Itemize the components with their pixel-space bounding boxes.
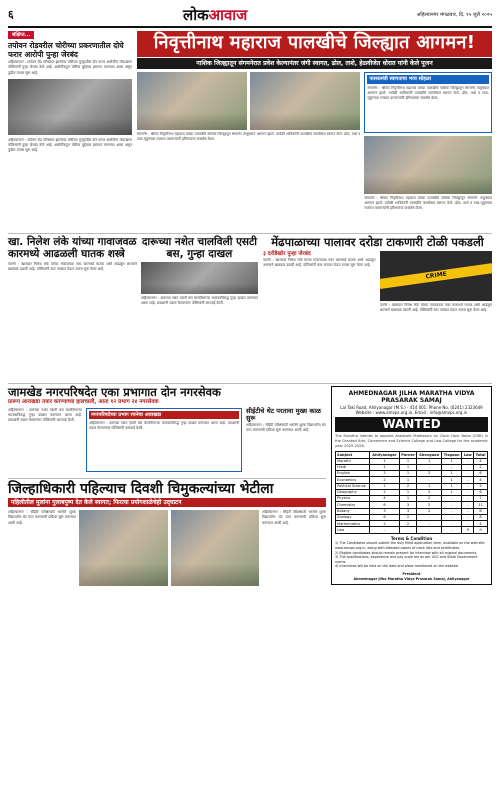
ad-table-row: Zoology 6 2 - - - 8 bbox=[336, 514, 488, 520]
story5-box-title: नगरपरिषदेच्या प्रभाग रचनेचा आराखडा bbox=[89, 411, 239, 419]
ad-wanted: WANTED bbox=[335, 417, 488, 432]
ad-table-row: Economics 2 1 - 1 - 4 bbox=[336, 477, 488, 483]
ad-table-row: Chemistry 6 3 2 - - 11 bbox=[336, 502, 488, 508]
story2-body: पारनेर : खासदार निलेश लंके यांच्या गावाजवळ एका कारमध्ये घातक शस्त्रे आढळून आल्याने खळबळ उडाली आहे. पोलिसांनी कार ताब्यात घेऊन तपास सुरू केला आहे. bbox=[8, 261, 137, 271]
brief-body-extra: अहिल्यानगर : तपोवन रोड परिसरात झालेल्या चोरीच्या गुन्ह्यातील दोन फरार आरोपींना तोफखाना पोलिसांनी पुन्हा जेरबंद केले आहे. आरोपींकडून चोरीचा मुद्देमाल हस्तगत करण्यात आला असून पुढील तपास सुरू आहे. bbox=[8, 137, 132, 153]
date-line: अहिल्यानगर मंगळवार, दि. १५ जुलै २०२५ bbox=[416, 11, 492, 18]
ad-table-header: Ahilyanagar bbox=[370, 452, 399, 458]
story4-sub: ३ दरोडेखोर पुन्हा जेरबंद bbox=[263, 250, 311, 257]
ad-table bbox=[335, 451, 488, 533]
story3-body: अहिल्यानगर : दारूच्या नशेत एसटी बस चालविणाऱ्या चालकाविरुद्ध गुन्हा दाखल करण्यात आला आहे. प्रवाशांनी तक्रार केल्यानंतर पोलिसांनी कारवाई केली. bbox=[140, 295, 258, 305]
main-photo-3 bbox=[364, 136, 492, 194]
ad-term-item: 3) The qualifications, experience and pay scale are as per UGC and State Government norms. bbox=[335, 555, 478, 564]
lower-band bbox=[8, 383, 492, 587]
ad-table-header: Tisgaon bbox=[442, 452, 462, 458]
story6-body: अहिल्यानगर : सीईटी परीक्षेसाठी भरलेले शुल्क विद्यार्थ्यांना थेट परत करण्याची प्रक्रिया सुरू करण्यात आली आहे. bbox=[246, 422, 326, 432]
ad-table-row: Physics 4 1 2 - - 7 bbox=[336, 496, 488, 502]
ad-table-row: Law - - - - 9 9 bbox=[336, 527, 488, 533]
ad-address: Lal Taki Road, Ahilyanagar (M.S.) - 414 001. Phone No. (0241) 2323649 bbox=[340, 404, 483, 410]
main-body: संगमनेर : श्रीसंत निवृत्तीनाथ महाराज यांच्या पालखीचे नाशिक जिल्ह्यातून संगमनेर तालुक्यात आगमन झाले. यावेळी भाविकांनी पालखीचे जल्लोषात स्वागत केले. ढोल, ताशे व टाळ-मृदुंगाच्या गजरात वारकऱ्यांनी हरिनामाचा जयघोष केला. bbox=[137, 132, 361, 142]
side-box-title: पालकमंत्री स्वागताचा भव्य सोहळा bbox=[367, 75, 489, 83]
main-photo-2 bbox=[250, 72, 360, 130]
main-subheadline: नाशिक जिल्ह्यातून संगमनेरात प्रवेश केल्यानंतर जंगी स्वागत, ढोल, ताशे, हेळ्वीजेत धोरात यांनी केले पूजन bbox=[137, 58, 492, 70]
ad-table-row: Political Science 1 2 1 1 - 5 bbox=[336, 483, 488, 489]
ad-table-row: Geography 2 1 2 1 - 6 bbox=[336, 489, 488, 495]
story6-headline: सीईटीचे थेट परतावा मुख्य काळ सुरू bbox=[246, 406, 321, 423]
ad-table-header: Parner bbox=[399, 452, 417, 458]
brief-photo bbox=[8, 79, 132, 135]
bottom-photo-1 bbox=[79, 510, 168, 586]
ad-website: Website : www.amvps.org.in, Email : info@amvps.org.in bbox=[355, 409, 468, 415]
ad-term-item: 2) Eligible candidates should remain present for interview with all original documents. bbox=[335, 550, 478, 555]
story5-headline: जामखेड नगरपरिषदेत एका प्रभागात दोन नगरसेवक bbox=[8, 384, 221, 399]
bottom-subheadline: पहिलीतील मुलांना गुलाबपुष्प देत केले स्वागत; फिरत्या प्रयोगशाळेचेही उद्‌घाटन bbox=[8, 498, 326, 508]
masthead bbox=[8, 4, 492, 28]
main-body-2: संगमनेर : श्रीसंत निवृत्तीनाथ महाराज यांच्या पालखीचे नाशिक जिल्ह्यातून संगमनेर तालुक्यात आगमन झाले. यावेळी भाविकांनी पालखीचे जल्लोषात स्वागत केले. ढोल, ताशे व टाळ-मृदुंगाच्या गजरात वारकऱ्यांनी हरिनामाचा जयघोष केला. bbox=[364, 195, 492, 210]
story5-box-body: अहिल्यानगर : दारूच्या नशेत एसटी बस चालविणाऱ्या चालकाविरुद्ध गुन्हा दाखल करण्यात आला आहे. प्रवाशांनी तक्रार केल्यानंतर पोलिसांनी कारवाई केली. bbox=[89, 420, 239, 431]
ad-table-row: Mathematics 2 2 - - - 4 bbox=[336, 521, 488, 527]
ad-signatory-title: President bbox=[402, 571, 421, 576]
brief-badge: संक्षिप्त... bbox=[8, 31, 34, 39]
brief-body: अहिल्यानगर : तपोवन रोड परिसरात झालेल्या चोरीच्या गुन्ह्यातील दोन फरार आरोपींना तोफखाना पोलिसांनी पुन्हा जेरबंद केले आहे. आरोपींकडून चोरीचा मुद्देमाल हस्तगत करण्यात आला असून पुढील तपास सुरू आहे. bbox=[8, 60, 132, 75]
story3-headline: दारूच्या नशेत चालविली एसटी बस, गुन्हा दाखल bbox=[141, 235, 258, 260]
side-box-body: संगमनेर : श्रीसंत निवृत्तीनाथ महाराज यांच्या पालखीचे नाशिक जिल्ह्यातून संगमनेर तालुक्यात आगमन झाले. यावेळी भाविकांनी पालखीचे जल्लोषात स्वागत केले. ढोल, ताशे व टाळ-मृदुंगाच्या गजरात वारकऱ्यांनी हरिनामाचा जयघोष केला. bbox=[367, 85, 489, 100]
story5-box bbox=[86, 408, 242, 472]
bottom-body-2: अहिल्यानगर : सीईटी परीक्षेसाठी भरलेले शुल्क विद्यार्थ्यांना थेट परत करण्याची प्रक्रिया सुरू करण्यात आली आहे. bbox=[262, 510, 326, 525]
side-box bbox=[364, 72, 492, 132]
ad-table-row: English 2 1 2 1 - 6 bbox=[336, 471, 488, 477]
story4-body-2: पारनेर : खासदार निलेश लंके यांच्या गावाजवळ एका कारमध्ये घातक शस्त्रे आढळून आल्याने खळबळ उडाली आहे. पोलिसांनी कार ताब्यात घेऊन तपास सुरू केला आहे. bbox=[379, 302, 492, 312]
main-story bbox=[137, 31, 492, 230]
main-headline: निवृत्तीनाथ महाराज पालखीचे जिल्ह्यात आगमन! bbox=[137, 31, 492, 57]
crime-tape-text: CRIME bbox=[424, 270, 447, 281]
ad-table-row: Botany 3 3 2 - - 8 bbox=[336, 508, 488, 514]
crime-photo bbox=[380, 251, 493, 301]
bottom-photo-2 bbox=[171, 510, 260, 586]
main-photo-1 bbox=[137, 72, 247, 130]
ad-term-item: 1) The Candidates should submit the duly filled application form, available on the web site www.amvps.org.in, along with attested copies of mark lists and certificates. bbox=[335, 541, 485, 550]
story5-sub: प्रारूप आराखडा तयार करण्याच्या हालचाली, आता १२ प्रभाग २४ नगरसेवक bbox=[8, 398, 159, 405]
brief-column bbox=[8, 31, 132, 230]
ad-signatory: Ahmednagar Jilha Maratha Vidya Prasarak Samaj, Ahilyanagar bbox=[353, 576, 470, 581]
page-number: ६ bbox=[8, 8, 14, 22]
story2-headline: खा. निलेश लंके यांच्या गावाजवळ कारमध्ये आढळली घातक शस्त्रे bbox=[8, 235, 137, 260]
ad-terms-title: Terms & Condition bbox=[390, 535, 433, 541]
ad-org: AHMEDNAGAR JILHA MARATHA VIDYA PRASARAK SAMAJ bbox=[348, 389, 475, 405]
bottom-headline: जिल्हाधिकारी पहिल्याच दिवशी चिमुकल्यांच्या भेटीला bbox=[8, 480, 274, 497]
story5-body: अहिल्यानगर : दारूच्या नशेत एसटी बस चालविणाऱ्या चालकाविरुद्ध गुन्हा दाखल करण्यात आला आहे. प्रवाशांनी तक्रार केल्यानंतर पोलिसांनी कारवाई केली. bbox=[8, 407, 82, 423]
story4-body: पारनेर : खासदार निलेश लंके यांच्या गावाजवळ एका कारमध्ये घातक शस्त्रे आढळून आल्याने खळबळ उडाली आहे. पोलिसांनी कार ताब्यात घेऊन तपास सुरू केला आहे. bbox=[263, 257, 376, 267]
ad-table-header: Law bbox=[463, 452, 472, 457]
ad-table-row: Hindi 1 1 - - - 2 bbox=[336, 464, 488, 470]
ad-table-row: Marathi 1 1 1 1 - 4 bbox=[336, 458, 488, 464]
ad-intro: The Sanstha intends to appoint Assistant Professors on Clock Hour Basis (CHB) in the Granted Arts, Commerce and Science College and Law College for the academic year 2025-2026. bbox=[335, 433, 488, 449]
newspaper-logo: लोकआवाज bbox=[183, 5, 248, 24]
story4-headline: मेंढपाळाच्या पालावर दरोडा टाकणारी टोळी पकडली bbox=[271, 234, 484, 249]
recruitment-ad bbox=[331, 386, 492, 587]
ad-table-header: Total bbox=[474, 452, 488, 458]
story3-photo bbox=[141, 262, 258, 294]
bottom-body: अहिल्यानगर : सीईटी परीक्षेसाठी भरलेले शुल्क विद्यार्थ्यांना थेट परत करण्याची प्रक्रिया सुरू करण्यात आली आहे. bbox=[8, 510, 76, 525]
ad-terms bbox=[335, 536, 488, 581]
middle-band bbox=[8, 233, 492, 380]
ad-table-header: Subject bbox=[336, 452, 370, 458]
ad-term-item: 4) Interviews will be held on the date and place mentioned on the website. bbox=[335, 564, 459, 569]
ad-table-header: Shevgaon bbox=[417, 452, 442, 458]
brief-headline: तपोवन रोडवरील चोरीच्या प्रकरणातील दोघे फरार आरोपी पुन्हा जेरबंद bbox=[8, 41, 124, 60]
